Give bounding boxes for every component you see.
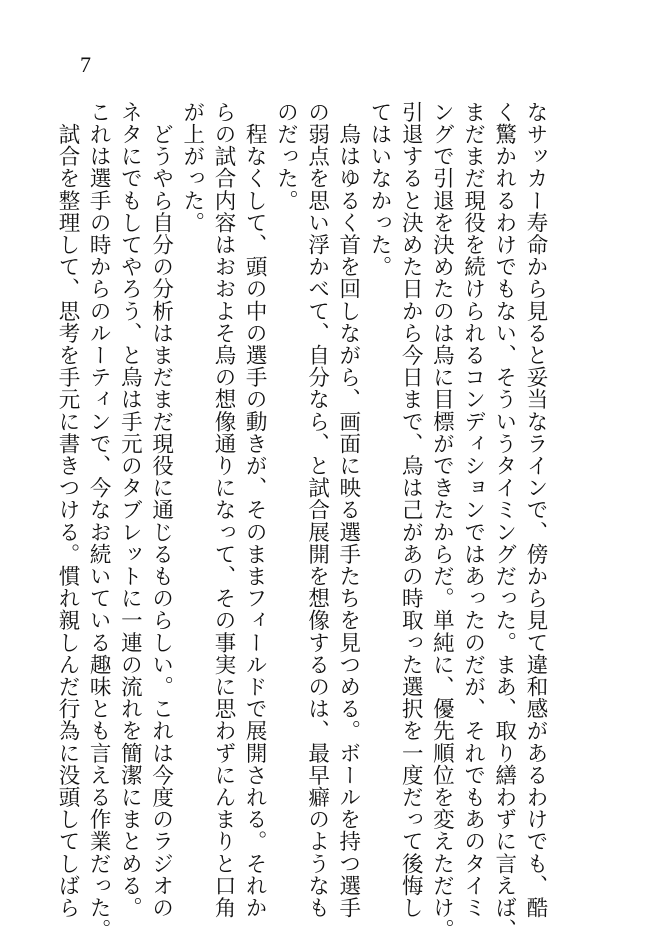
text-line: てはいなかった。 [366,101,392,278]
vertical-body-text [52,101,551,941]
text-line: なサッカー寿命から見ると妥当なラインで、傍から見て違和感があるわけでも、酷 [523,101,548,919]
text-line: 程なくして、頭の中の選手の動きが、そのままフィールドで展開される。それか [242,101,268,919]
text-line: の弱点を思い浮かべて、自分なら、と試合展開を想像するのは、最早癖のようなも [304,101,330,919]
text-line: のだった。 [273,101,299,212]
text-line: 試合を整理して、思考を手元に書きつける。慣れ親しんだ行為に没頭してしばら [54,101,80,919]
text-line: 引退すると決めた日から今日まで、烏は己があの時取った選択を一度だって後悔し [398,101,424,919]
text-line: どうやら自分の分析はまだまだ現役に通じるものらしい。これは今度のラジオの [148,101,174,919]
page-number: 7 [80,52,91,77]
text-line: 烏はゆるく首を回しながら、画面に映る選手たちを見つめる。ボールを持つ選手 [335,101,361,919]
text-line: らの試合内容はおおよそ烏の想像通りになって、その事実に思わずにんまりと口角 [210,101,236,919]
text-line: く驚かれるわけでもない、そういうタイミングだった。まあ、取り繕わずに言えば、 [491,101,517,941]
text-line: これは選手の時からのルーティンで、今なお続いている趣味とも言える作業だった。 [86,101,112,941]
text-line: ングで引退を決めたのは烏に目標ができたからだ。単純に、優先順位を変えただけ。 [429,101,455,941]
text-line: ネタにでもしてやろう、と烏は手元のタブレットに一連の流れを簡潔にまとめる。 [117,101,143,919]
text-line: が上がった。 [179,101,205,234]
text-line: まだまだ現役を続けられるコンディションではあったのだが、それでもあのタイミ [460,101,486,919]
